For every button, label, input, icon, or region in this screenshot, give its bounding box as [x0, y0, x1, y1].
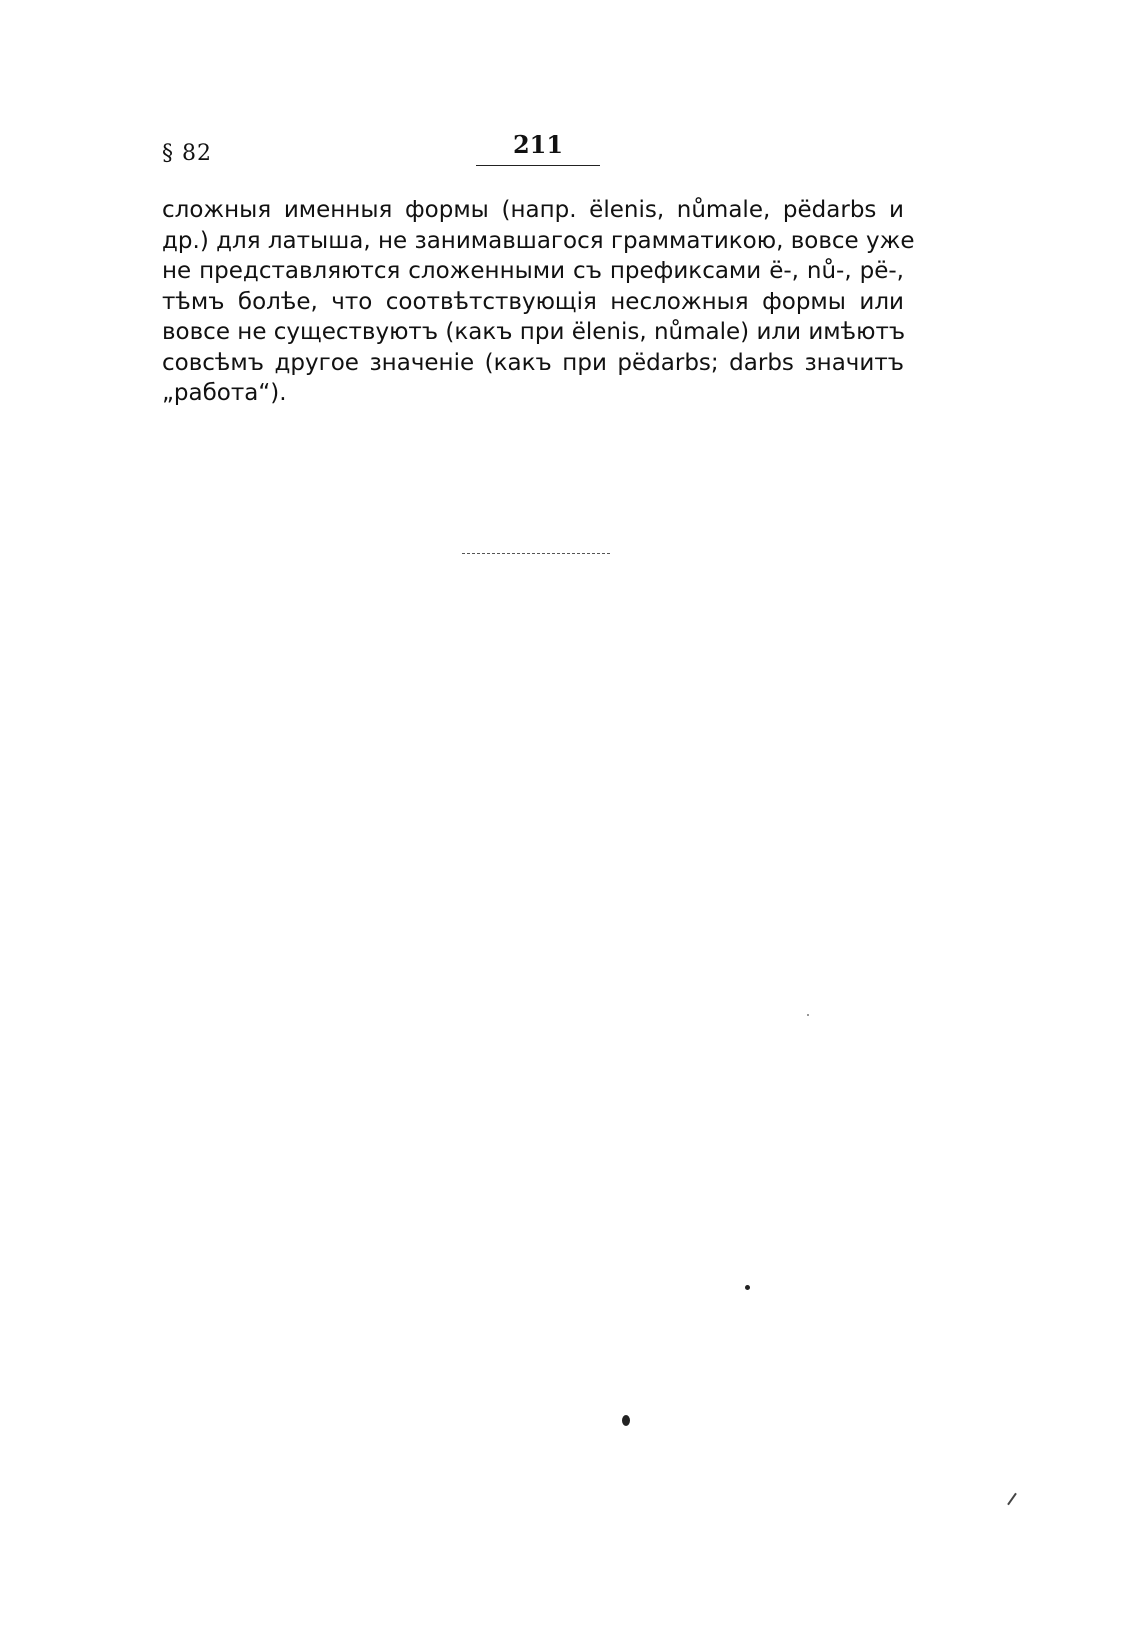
header-rule: [476, 165, 600, 166]
body-paragraph: [162, 195, 915, 409]
text-line: вовсе не существуютъ (какъ при ëlenis, nůmale) или имѣютъ: [162, 319, 906, 345]
print-speck: [622, 1415, 630, 1426]
page-number: 211: [512, 130, 564, 159]
section-reference: § 82: [162, 141, 212, 166]
text-line: тѣмъ болѣе, что соотвѣтствующія несложныя формы или: [162, 288, 904, 315]
paper-scratch: [1007, 1493, 1017, 1506]
text-line: „работа“).: [162, 380, 287, 406]
text-line: совсѣмъ другое значеніе (какъ при pëdarbs; darbs значитъ: [162, 349, 904, 376]
text-line: др.) для латыша, не занимавшагося грамматикою, вовсе уже: [162, 227, 915, 254]
print-speck: [807, 1014, 809, 1016]
section-end-rule: [462, 553, 610, 554]
text-line: не представляются сложенными съ префиксами ë-, nů-, pë-,: [162, 258, 904, 284]
text-line: сложныя именныя формы (напр. ëlenis, nůmale, pëdarbs и: [162, 197, 904, 223]
print-speck: [745, 1285, 750, 1290]
